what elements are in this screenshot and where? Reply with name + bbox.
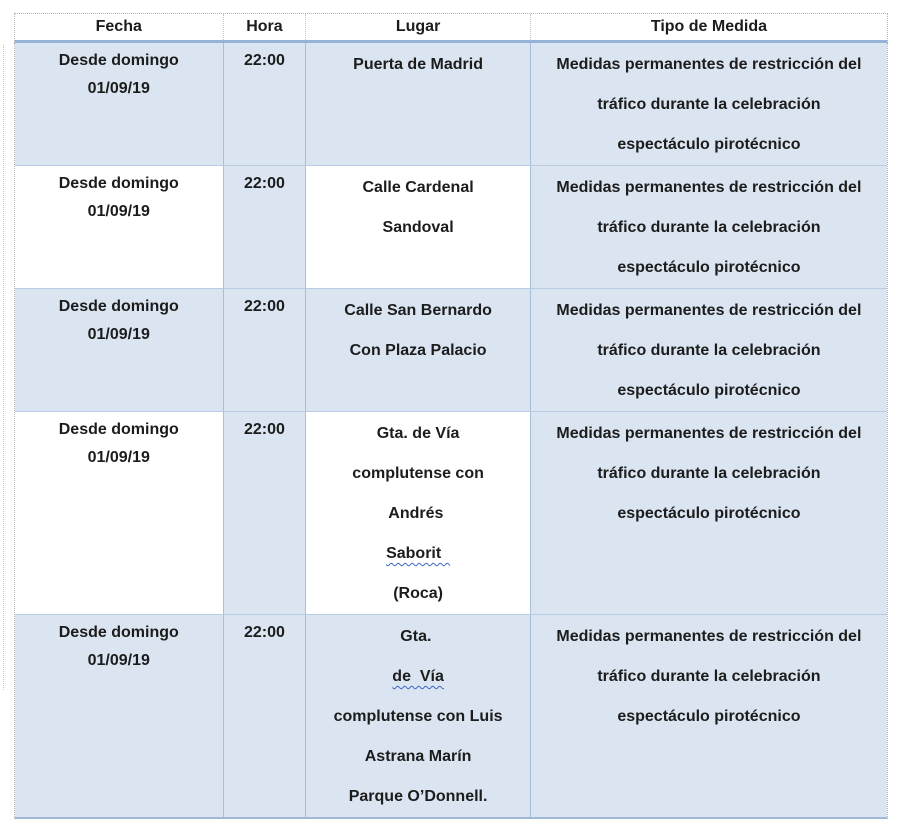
cell-tipo xyxy=(531,412,887,614)
cell-tipo xyxy=(531,289,887,411)
cell-fecha xyxy=(15,615,224,817)
tipo-line: Medidas permanentes de restricción del xyxy=(556,302,862,319)
fecha-line: 01/09/19 xyxy=(87,652,150,669)
text-segment: complutense con Luis xyxy=(333,708,503,725)
cell-lugar xyxy=(306,289,530,411)
text-segment: complutense con xyxy=(352,465,484,482)
header-cell-tipo-de-medida: Tipo de Medida xyxy=(650,18,767,35)
cell-lugar xyxy=(306,43,530,165)
tipo-line: espectáculo pirotécnico xyxy=(617,259,801,276)
lugar-line xyxy=(310,45,525,85)
lugar-line xyxy=(310,617,525,697)
header-cell-hora: Hora xyxy=(224,14,307,40)
cell-fecha xyxy=(15,166,224,288)
spellcheck-wavy-underline: Saborit xyxy=(386,545,451,562)
table-body xyxy=(14,43,888,819)
tipo-line: espectáculo pirotécnico xyxy=(617,136,801,153)
text-segment: Gta. de Vía xyxy=(376,425,460,442)
fecha-line: Desde domingo xyxy=(58,175,179,192)
cell-tipo xyxy=(531,615,887,817)
text-segment: Con Plaza Palacio xyxy=(349,342,487,359)
cell-fecha xyxy=(15,43,224,165)
text-segment: Calle San Bernardo xyxy=(344,302,492,319)
text-boundary-line xyxy=(3,45,4,690)
table-row xyxy=(15,289,887,412)
cell-fecha xyxy=(15,289,224,411)
cell-tipo xyxy=(531,43,887,165)
hora-line: 22:00 xyxy=(243,421,285,438)
tipo-line: Medidas permanentes de restricción del xyxy=(556,628,862,645)
text-segment: Andrés xyxy=(388,505,448,522)
cell-fecha xyxy=(15,412,224,614)
fecha-line: Desde domingo xyxy=(58,298,179,315)
text-segment: Astrana Marín xyxy=(364,748,472,765)
tipo-line: espectáculo pirotécnico xyxy=(617,505,801,522)
hora-line: 22:00 xyxy=(243,298,285,315)
table-row xyxy=(15,412,887,615)
lugar-line xyxy=(310,737,525,777)
lugar-line xyxy=(310,414,525,454)
lugar-line xyxy=(310,697,525,737)
table-row xyxy=(15,615,887,817)
tipo-line: tráfico durante la celebración xyxy=(597,668,821,685)
table-row xyxy=(15,166,887,289)
fecha-line: Desde domingo xyxy=(58,52,179,69)
hora-line: 22:00 xyxy=(243,52,285,69)
tipo-line: Medidas permanentes de restricción del xyxy=(556,56,862,73)
tipo-line: tráfico durante la celebración xyxy=(597,342,821,359)
table-row xyxy=(15,43,887,166)
cell-hora xyxy=(224,289,307,411)
fecha-line: 01/09/19 xyxy=(87,80,150,97)
cell-lugar xyxy=(306,615,530,817)
text-segment: Gta. xyxy=(400,628,436,645)
hora-line: 22:00 xyxy=(243,624,285,641)
lugar-line xyxy=(310,208,525,248)
tipo-line: espectáculo pirotécnico xyxy=(617,382,801,399)
fecha-line: 01/09/19 xyxy=(87,326,150,343)
lugar-line xyxy=(310,331,525,371)
tipo-line: Medidas permanentes de restricción del xyxy=(556,179,862,196)
lugar-line xyxy=(310,777,525,817)
cell-hora xyxy=(224,166,307,288)
text-segment: Puerta de Madrid xyxy=(353,56,483,73)
cell-hora xyxy=(224,615,307,817)
cell-tipo xyxy=(531,166,887,288)
tipo-line: tráfico durante la celebración xyxy=(597,219,821,236)
header-cell-fecha: Fecha xyxy=(15,14,224,40)
tipo-line: tráfico durante la celebración xyxy=(597,465,821,482)
hora-line: 22:00 xyxy=(243,175,285,192)
text-segment: Parque O’Donnell. xyxy=(348,788,488,805)
fecha-line: 01/09/19 xyxy=(87,203,150,220)
cell-lugar xyxy=(306,412,530,614)
table-header-row xyxy=(14,13,888,43)
text-segment: Calle Cardenal xyxy=(362,179,474,196)
tipo-line: Medidas permanentes de restricción del xyxy=(556,425,862,442)
lugar-line xyxy=(310,291,525,331)
fecha-line: Desde domingo xyxy=(58,624,179,641)
tipo-line: tráfico durante la celebración xyxy=(597,96,821,113)
traffic-measures-table xyxy=(14,13,888,819)
text-segment: Sandoval xyxy=(382,219,454,236)
cell-hora xyxy=(224,412,307,614)
fecha-line: Desde domingo xyxy=(58,421,179,438)
lugar-line xyxy=(310,454,525,494)
tipo-line: espectáculo pirotécnico xyxy=(617,708,801,725)
lugar-line xyxy=(310,494,525,614)
cell-hora xyxy=(224,43,307,165)
text-segment: (Roca) xyxy=(393,585,443,602)
cell-lugar xyxy=(306,166,530,288)
fecha-line: 01/09/19 xyxy=(87,449,150,466)
spellcheck-wavy-underline: de Vía xyxy=(392,668,444,685)
header-cell-lugar: Lugar xyxy=(306,14,530,40)
lugar-line xyxy=(310,168,525,208)
